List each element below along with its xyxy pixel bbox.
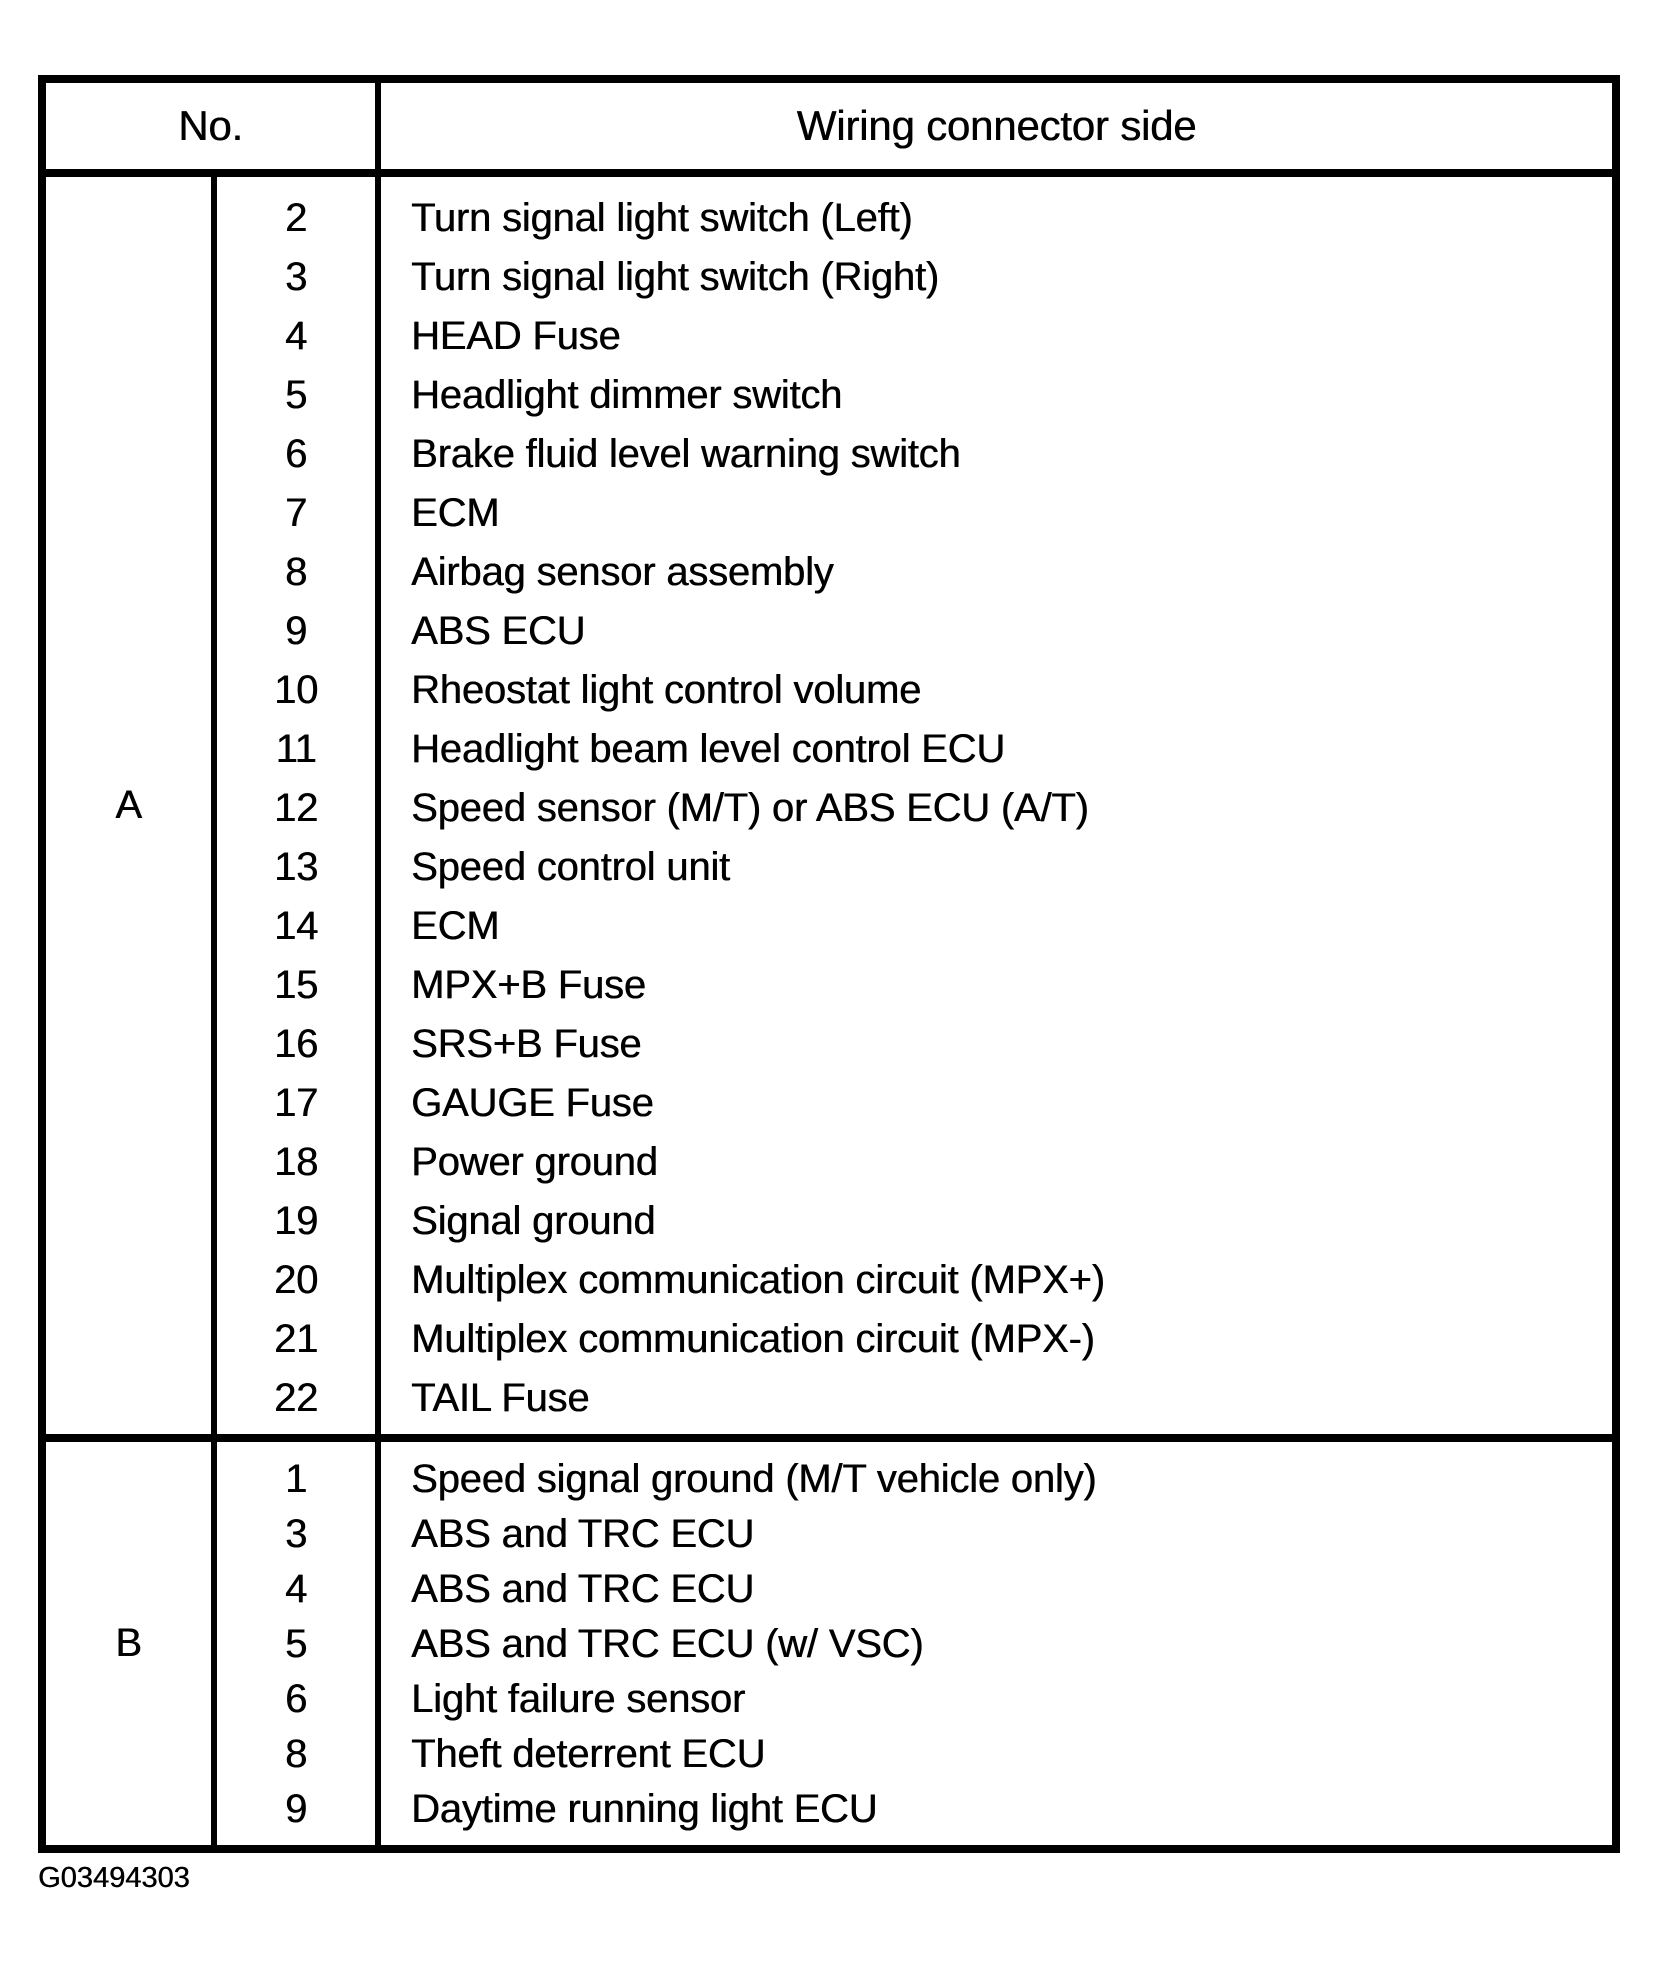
terminal-number: 4 [284, 1567, 308, 1611]
connector-description: ABS and TRC ECU [411, 1567, 755, 1611]
table-row [217, 484, 1612, 543]
table-row [217, 661, 1612, 720]
connector-description: Multiplex communication circuit (MPX-) [411, 1317, 1095, 1361]
terminal-number: 12 [273, 786, 319, 830]
table-row [217, 543, 1612, 602]
section-rows [211, 177, 1612, 1434]
connector-description: SRS+B Fuse [411, 1022, 642, 1066]
connector-description: Speed sensor (M/T) or ABS ECU (A/T) [411, 786, 1089, 830]
table-row [217, 602, 1612, 661]
connector-description: MPX+B Fuse [411, 963, 646, 1007]
terminal-number: 8 [284, 550, 308, 594]
terminal-number: 13 [273, 845, 319, 889]
connector-description: Rheostat light control volume [411, 668, 922, 712]
terminal-number: 9 [284, 609, 308, 653]
terminal-number: 5 [284, 373, 308, 417]
connector-description: Power ground [411, 1140, 658, 1184]
table-row [217, 1782, 1612, 1837]
table-header-row [46, 83, 1612, 169]
table-row [217, 1452, 1612, 1507]
connector-description: ABS ECU [411, 609, 586, 653]
terminal-number: 6 [284, 1677, 308, 1721]
terminal-number: 22 [273, 1376, 319, 1420]
section-letter: B [115, 1621, 142, 1665]
connector-description: ECM [411, 491, 500, 535]
section-letter: A [115, 783, 142, 827]
figure-code: G03494303 [38, 1862, 190, 1894]
table-row [217, 307, 1612, 366]
table-row [217, 1617, 1612, 1672]
connector-description: TAIL Fuse [411, 1376, 590, 1420]
connector-description: Multiplex communication circuit (MPX+) [411, 1258, 1105, 1302]
table-row [217, 1310, 1612, 1369]
connector-description: Turn signal light switch (Left) [411, 196, 913, 240]
terminal-number: 7 [284, 491, 308, 535]
connector-description: Headlight beam level control ECU [411, 727, 1005, 771]
table-row [217, 366, 1612, 425]
terminal-number: 19 [273, 1199, 319, 1243]
connector-description: Signal ground [411, 1199, 656, 1243]
terminal-number: 9 [284, 1787, 308, 1831]
terminal-number: 17 [273, 1081, 319, 1125]
terminal-number: 11 [275, 727, 317, 771]
table-row [217, 1251, 1612, 1310]
table-row [217, 1074, 1612, 1133]
terminal-number: 18 [273, 1140, 319, 1184]
connector-description: GAUGE Fuse [411, 1081, 654, 1125]
connector-description: Daytime running light ECU [411, 1787, 878, 1831]
table-row [217, 1369, 1612, 1428]
connector-description: ABS and TRC ECU [411, 1512, 755, 1556]
terminal-number: 3 [284, 255, 308, 299]
wiring-connector-table [38, 75, 1620, 1853]
section-a [46, 169, 1612, 1434]
connector-description: Turn signal light switch (Right) [411, 255, 939, 299]
connector-description: Theft deterrent ECU [411, 1732, 766, 1776]
table-row [217, 189, 1612, 248]
connector-description: HEAD Fuse [411, 314, 621, 358]
table-row [217, 1672, 1612, 1727]
table-row [217, 425, 1612, 484]
terminal-number: 3 [284, 1512, 308, 1556]
table-row [217, 956, 1612, 1015]
connector-description: ABS and TRC ECU (w/ VSC) [411, 1622, 924, 1666]
connector-description: Airbag sensor assembly [411, 550, 834, 594]
table-row [217, 1507, 1612, 1562]
terminal-number: 14 [273, 904, 319, 948]
terminal-number: 10 [273, 668, 319, 712]
section-rows [211, 1442, 1612, 1845]
header-wiring-connector-side: Wiring connector side [375, 83, 1612, 169]
table-row [217, 1015, 1612, 1074]
table-row [217, 1562, 1612, 1617]
table-row [217, 838, 1612, 897]
terminal-number: 2 [284, 196, 308, 240]
terminal-number: 15 [273, 963, 319, 1007]
table-row [217, 1727, 1612, 1782]
table-row [217, 720, 1612, 779]
terminal-number: 21 [273, 1317, 319, 1361]
connector-description: Speed control unit [411, 845, 730, 889]
connector-description: Headlight dimmer switch [411, 373, 843, 417]
connector-description: Speed signal ground (M/T vehicle only) [411, 1457, 1097, 1501]
connector-description: ECM [411, 904, 500, 948]
header-no: No. [178, 102, 243, 149]
terminal-number: 8 [284, 1732, 308, 1776]
table-row [217, 897, 1612, 956]
terminal-number: 16 [273, 1022, 319, 1066]
terminal-number: 4 [284, 314, 308, 358]
table-row [217, 248, 1612, 307]
connector-description: Light failure sensor [411, 1677, 745, 1721]
terminal-number: 20 [273, 1258, 319, 1302]
table-row [217, 779, 1612, 838]
table-row [217, 1133, 1612, 1192]
terminal-number: 6 [284, 432, 308, 476]
section-b [46, 1434, 1612, 1845]
connector-description: Brake fluid level warning switch [411, 432, 961, 476]
terminal-number: 1 [284, 1457, 308, 1501]
terminal-number: 5 [284, 1622, 308, 1666]
table-row [217, 1192, 1612, 1251]
